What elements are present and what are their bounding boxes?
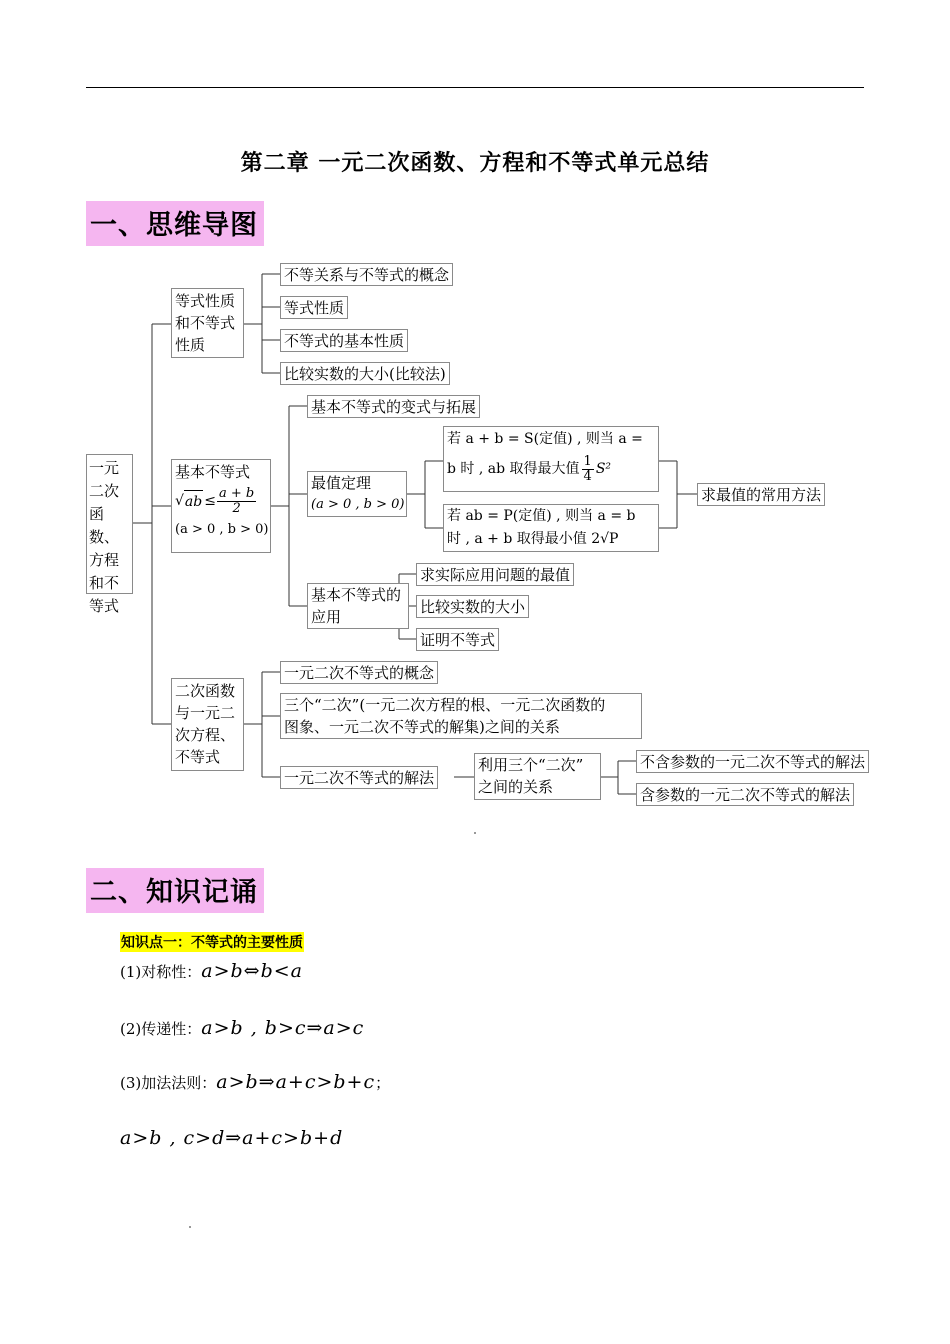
property-symmetry-formula: a>b⇔b<a [201, 960, 303, 982]
property-transitivity-formula: a>b , b>c⇒a>c [201, 1017, 365, 1039]
leaf-no-parameter-solving: 不含参数的一元二次不等式的解法 [636, 750, 869, 773]
use-three-quadratics-line1: 利用三个“二次” [478, 756, 584, 774]
property-addition [120, 1071, 390, 1093]
three-quadratics-line2: 图象、一元二次不等式的解集)之间的关系 [284, 718, 560, 736]
leaf-basic-inequality-extensions: 基本不等式的变式与拓展 [307, 395, 480, 418]
property-transitivity-label: (2)传递性： [120, 1020, 202, 1038]
leaf-practical-extrema: 求实际应用问题的最值 [416, 563, 574, 586]
three-quadratics-line1: 三个“二次”(一元二次方程的根、一元二次函数的 [284, 696, 606, 714]
leaf-common-methods: 求最值的常用方法 [697, 483, 825, 506]
basic-inequality-formula [175, 483, 267, 519]
leaf-equality-properties: 等式性质 [280, 296, 348, 319]
leaf-quadratic-inequality-concept: 一元二次不等式的概念 [280, 661, 438, 684]
property-addition-formula: a>b⇒a+c>b+c [216, 1071, 376, 1093]
basic-inequality-condition: (a > 0 , b > 0) [175, 522, 269, 537]
product-case-line2: 时 , a + b 取得最小值 2√P [447, 531, 619, 547]
leaf-with-parameter-solving: 含参数的一元二次不等式的解法 [636, 783, 854, 806]
max-min-theorem-title: 最值定理 [311, 474, 372, 492]
leaf-inequality-concept: 不等关系与不等式的概念 [280, 263, 453, 286]
section-heading-knowledge: 二、知识记诵 [86, 868, 264, 913]
section-heading-mindmap: 一、思维导图 [86, 201, 264, 246]
box-max-min-theorem [307, 471, 407, 517]
branch-inequality-properties: 等式性质和不等式性质 [171, 288, 244, 358]
leq-symbol: ≤ [204, 493, 216, 509]
page-title: 第二章 一元二次函数、方程和不等式单元总结 [240, 151, 710, 176]
property-transitivity [120, 1017, 364, 1039]
property-addition-2 [120, 1127, 343, 1149]
max-min-theorem-condition: (a > 0 , b > 0) [311, 497, 405, 512]
sqrt-symbol: √ [175, 493, 184, 509]
box-sum-fixed-case [443, 426, 659, 492]
basic-inequality-fraction [217, 487, 256, 516]
decorative-dot [474, 832, 476, 834]
basic-inequality-title: 基本不等式 [175, 463, 251, 481]
sum-case-line1: 若 a + b = S(定值) , 则当 a = [447, 431, 643, 447]
box-product-fixed-case [443, 504, 659, 552]
leaf-compare-reals-2: 比较实数的大小 [416, 595, 529, 618]
property-addition-2-formula: a>b , c>d⇒a+c>b+d [120, 1127, 344, 1149]
property-symmetry [120, 960, 303, 982]
box-three-quadratics-relation [280, 693, 642, 739]
leaf-prove-inequality: 证明不等式 [416, 628, 499, 651]
branch-basic-inequality [171, 459, 271, 553]
branch-quadratic: 二次函数与一元二次方程、不等式 [171, 678, 244, 771]
sum-case-s-squared: S² [595, 461, 612, 477]
property-addition-label: (3)加法法则： [120, 1074, 217, 1092]
leaf-quadratic-inequality-solving: 一元二次不等式的解法 [280, 766, 438, 789]
decorative-dot-2 [189, 1226, 191, 1228]
box-use-three-quadratics [474, 753, 601, 800]
property-addition-tail: ； [375, 1074, 391, 1092]
mindmap-root: 一元二次函数、方程和不等式 [86, 454, 133, 594]
fraction-numerator: a + b [218, 485, 255, 501]
sum-case-line2 [447, 450, 655, 488]
leaf-compare-reals: 比较实数的大小(比较法) [280, 362, 450, 385]
box-basic-inequality-application: 基本不等式的应用 [307, 583, 409, 629]
knowledge-point-title: 知识点一：不等式的主要性质 [120, 932, 304, 952]
sqrt-radicand: ab [184, 490, 203, 513]
property-symmetry-label: (1)对称性： [120, 963, 202, 981]
sum-case-line2-text: b 时 , ab 取得最大值 [447, 461, 580, 477]
leaf-inequality-basic-properties: 不等式的基本性质 [280, 329, 408, 352]
sum-case-fraction-num: 1 [583, 453, 592, 469]
fraction-denominator: 2 [232, 500, 241, 516]
sum-case-fraction [582, 455, 594, 484]
product-case-line1: 若 ab = P(定值) , 则当 a = b [447, 508, 636, 524]
use-three-quadratics-line2: 之间的关系 [478, 778, 554, 796]
sum-case-fraction-den: 4 [583, 468, 592, 484]
